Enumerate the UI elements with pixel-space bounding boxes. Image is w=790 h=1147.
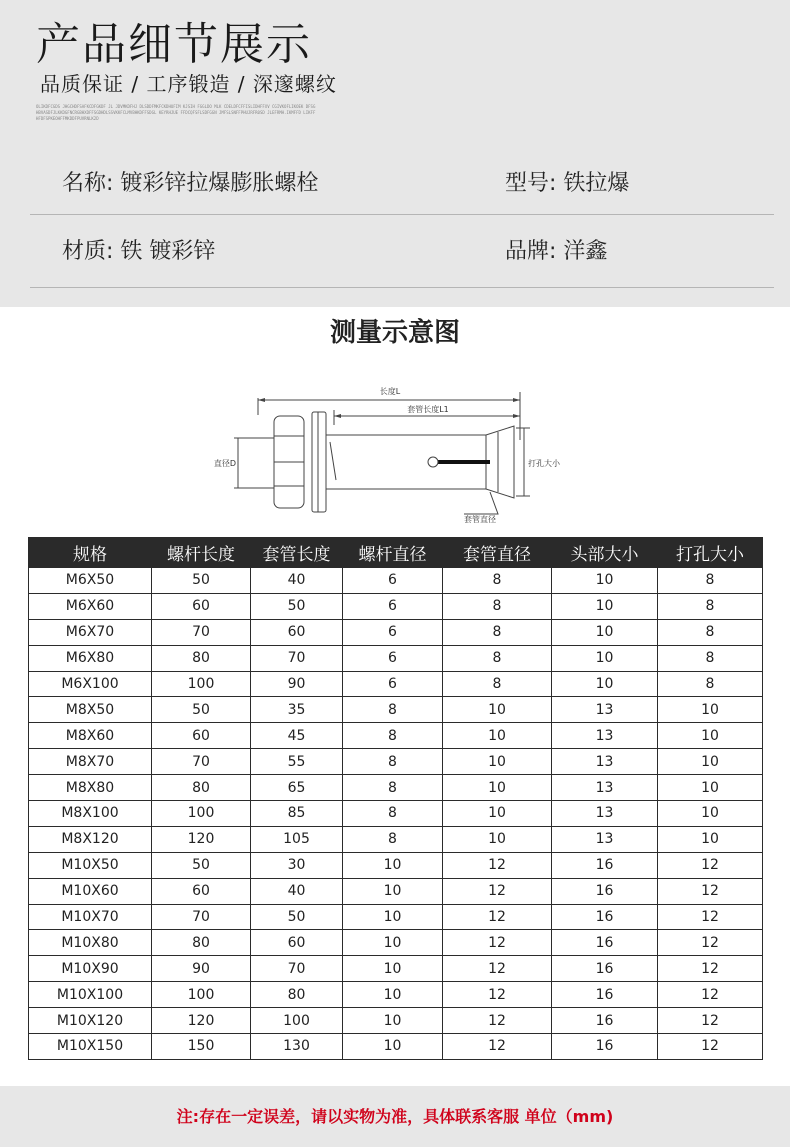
table-cell: M10X50 [29,852,152,878]
table-cell: M10X90 [29,956,152,982]
product-material: 材质: 铁 镀彩锌 [62,239,216,264]
table-cell: 8 [658,671,763,697]
table-cell: M6X50 [29,568,152,594]
table-cell: 10 [658,697,763,723]
table-cell: 8 [343,723,443,749]
table-cell: 50 [152,852,251,878]
bolt-end [428,457,438,467]
table-cell: 12 [443,852,552,878]
table-cell: M10X60 [29,878,152,904]
table-cell: 10 [343,1034,443,1060]
table-cell: 8 [443,645,552,671]
table-cell: 10 [443,749,552,775]
table-cell: 80 [152,645,251,671]
table-cell: 8 [343,749,443,775]
table-cell: 10 [343,930,443,956]
table-cell: 10 [658,723,763,749]
fine-print: OLIKDFCGDS JHGCHDFSAFKCDFGKDF JL JDVMKDFHJ DLSDDFMKFCKDHUFIM KJSIH FGGLDO MLK CDELDFCFFISLIDHFFXV CGIVKOFLIKOEK DFSGHBVASDFJLKKDGFNCRGBHXDFFSGDHDLSSVKKFCLMVBHKDFFSDGL KEYRHJUE FFDCQFSFLSDFGGN JMFSLSNFFPHUJRFR0SD JLEFRMH.IKMFFD LIKFFHFDFSPKEOHFFMKDDFPUVRNLK2D [36,104,316,121]
table-cell: 80 [251,982,343,1008]
table-cell: 70 [251,645,343,671]
table-cell: 16 [552,930,658,956]
table-cell: 10 [552,645,658,671]
table-cell: 50 [251,593,343,619]
table-cell: 10 [658,826,763,852]
table-cell: 10 [658,749,763,775]
table-cell: M10X150 [29,1034,152,1060]
table-cell: 90 [251,671,343,697]
table-row [29,852,763,878]
table-cell: M8X50 [29,697,152,723]
table-cell: 85 [251,801,343,827]
table-cell: 13 [552,749,658,775]
table-cell: 60 [152,593,251,619]
washer [312,412,326,512]
table-cell: M6X100 [29,671,152,697]
table-cell: 60 [251,930,343,956]
footer-section [0,1086,790,1147]
table-cell: M8X60 [29,723,152,749]
hole-size-label: 打孔大小 [528,459,560,468]
table-cell: 10 [443,801,552,827]
table-cell: 12 [443,930,552,956]
table-cell: 12 [443,1034,552,1060]
table-cell: 70 [152,904,251,930]
table-row [29,930,763,956]
table-cell: 12 [443,956,552,982]
table-cell: 10 [658,801,763,827]
footer-note: 注:存在一定误差，请以实物为准，具体联系客服 单位（mm) [176,1107,614,1126]
table-cell: M8X80 [29,775,152,801]
table-row [29,749,763,775]
table-cell: 16 [552,956,658,982]
table-cell: 10 [552,593,658,619]
sleeve-diameter-label: 套管直径 [464,515,496,524]
table-cell: 6 [343,568,443,594]
table-cell: 8 [343,697,443,723]
table-row [29,1008,763,1034]
table-cell: 10 [552,568,658,594]
product-brand: 品牌: 洋鑫 [505,239,608,264]
table-cell: 130 [251,1034,343,1060]
table-cell: 100 [152,801,251,827]
table-cell: 10 [552,671,658,697]
table-cell: 10 [343,878,443,904]
table-row [29,568,763,594]
length-label: 长度L [379,387,401,396]
table-cell: 100 [152,671,251,697]
table-cell: 50 [152,697,251,723]
table-cell: 90 [152,956,251,982]
table-cell: 6 [343,671,443,697]
table-cell: 120 [152,826,251,852]
table-cell: 6 [343,593,443,619]
table-row [29,593,763,619]
table-cell: 12 [443,982,552,1008]
table-cell: 8 [658,619,763,645]
table-row [29,645,763,671]
table-cell: 12 [658,878,763,904]
table-header-cell: 头部大小 [552,538,658,568]
table-cell: 10 [343,956,443,982]
product-name: 名称: 镀彩锌拉爆膨胀螺栓 [62,171,319,196]
table-cell: M10X80 [29,930,152,956]
table-cell: 60 [251,619,343,645]
table-cell: M10X70 [29,904,152,930]
product-model: 型号: 铁拉爆 [505,171,630,196]
table-cell: 12 [658,852,763,878]
table-cell: 30 [251,852,343,878]
table-cell: 16 [552,878,658,904]
divider [30,214,774,215]
arrow-head [334,414,341,418]
table-cell: 8 [443,671,552,697]
table-row [29,878,763,904]
table-cell: 12 [658,930,763,956]
table-cell: 6 [343,645,443,671]
diameter-label: 直径D [213,459,236,468]
table-cell: 12 [443,1008,552,1034]
arrow-head [513,398,520,402]
table-header-cell: 螺杆直径 [343,538,443,568]
table-row [29,671,763,697]
bolt-diagram [213,380,568,530]
table-cell: 10 [343,904,443,930]
table-cell: 16 [552,904,658,930]
table-row [29,904,763,930]
table-header-cell: 规格 [29,538,152,568]
table-row [29,775,763,801]
page-title: 产品细节展示 [36,19,312,70]
table-header-cell: 套管直径 [443,538,552,568]
divider [30,287,774,288]
arrow-head [513,414,520,418]
leader-line [464,492,498,514]
table-cell: M10X120 [29,1008,152,1034]
table-cell: 12 [658,956,763,982]
table-cell: 12 [658,1034,763,1060]
table-cell: 40 [251,568,343,594]
table-row [29,619,763,645]
table-cell: M10X100 [29,982,152,1008]
table-cell: 100 [251,1008,343,1034]
table-cell: 16 [552,1008,658,1034]
sleeve-slot [330,442,336,480]
table-cell: 13 [552,801,658,827]
table-cell: 80 [152,930,251,956]
table-cell: 10 [443,775,552,801]
table-cell: 16 [552,1034,658,1060]
table-cell: 8 [658,645,763,671]
table-cell: 10 [443,697,552,723]
table-cell: 13 [552,826,658,852]
table-cell: 40 [251,878,343,904]
table-cell: 8 [343,826,443,852]
table-cell: 55 [251,749,343,775]
arrow-head [258,398,265,402]
table-cell: 12 [658,982,763,1008]
header-section [0,0,790,307]
diagram-title: 测量示意图 [329,318,460,348]
table-cell: 12 [443,904,552,930]
table-cell: 8 [658,568,763,594]
table-cell: 50 [152,568,251,594]
table-cell: 12 [658,1008,763,1034]
table-cell: 45 [251,723,343,749]
table-cell: 100 [152,982,251,1008]
table-row [29,982,763,1008]
table-header-row [29,538,763,568]
spec-table [28,537,763,1060]
table-header-cell: 螺杆长度 [152,538,251,568]
table-cell: 6 [343,619,443,645]
table-cell: M8X120 [29,826,152,852]
table-header-cell: 套管长度 [251,538,343,568]
page-subtitle: 品质保证 / 工序锻造 / 深邃螺纹 [40,72,337,96]
table-cell: 16 [552,982,658,1008]
table-cell: 120 [152,1008,251,1034]
table-cell: M6X70 [29,619,152,645]
table-cell: M8X100 [29,801,152,827]
table-cell: 35 [251,697,343,723]
table-cell: 8 [443,619,552,645]
table-cell: 150 [152,1034,251,1060]
table-cell: 8 [343,775,443,801]
table-row [29,697,763,723]
table-cell: 10 [343,1008,443,1034]
table-cell: 60 [152,723,251,749]
table-cell: 8 [443,568,552,594]
table-cell: M8X70 [29,749,152,775]
table-cell: 10 [443,826,552,852]
table-cell: 70 [152,749,251,775]
table-row [29,801,763,827]
table-cell: 12 [658,904,763,930]
table-cell: 105 [251,826,343,852]
table-cell: 8 [343,801,443,827]
table-cell: 10 [343,982,443,1008]
table-cell: M6X80 [29,645,152,671]
table-cell: 13 [552,723,658,749]
table-cell: 10 [552,619,658,645]
sleeve-length-label: 套管长度L1 [407,405,449,414]
table-cell: 70 [251,956,343,982]
table-row [29,826,763,852]
table-cell: 50 [251,904,343,930]
table-row [29,956,763,982]
table-cell: 70 [152,619,251,645]
table-cell: 12 [443,878,552,904]
table-cell: 10 [658,775,763,801]
table-cell: 65 [251,775,343,801]
table-header-cell: 打孔大小 [658,538,763,568]
table-cell: 10 [443,723,552,749]
table-cell: 16 [552,852,658,878]
table-row [29,1034,763,1060]
table-cell: 13 [552,775,658,801]
table-cell: 8 [443,593,552,619]
table-row [29,723,763,749]
table-cell: 80 [152,775,251,801]
table-cell: 13 [552,697,658,723]
table-cell: M6X60 [29,593,152,619]
table-cell: 8 [658,593,763,619]
table-cell: 60 [152,878,251,904]
table-cell: 10 [343,852,443,878]
table-body [29,568,763,1060]
